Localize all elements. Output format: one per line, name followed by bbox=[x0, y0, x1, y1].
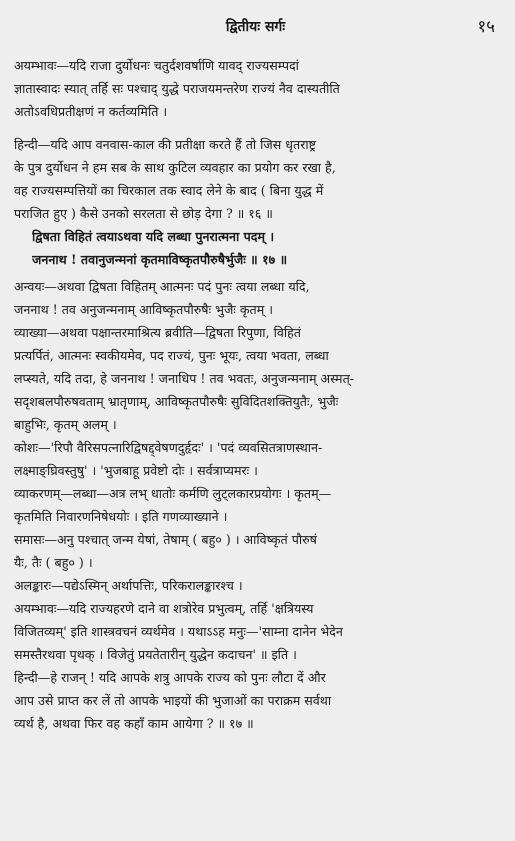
text-line: आप उसे प्राप्त कर लें तो आपके भाइयों की भुजाओं का पराक्रम सर्वथा bbox=[14, 693, 332, 708]
kosha-paragraph bbox=[14, 436, 497, 482]
chapter-title: द्वितीयः सर्गः bbox=[225, 19, 286, 35]
verse-line: द्विषता विहितं त्वयाऽथवा यदि लब्धा पुनरात्मना पदम् । bbox=[32, 229, 275, 244]
text-line: व्याख्या—अथवा पक्षान्तरमाश्रित्य ब्रवीति—द्विषता रिपुणा, विहितं bbox=[14, 325, 301, 340]
text-line: कृतमिति निवारणनिषेधयोः । इति गणव्याख्याने । bbox=[14, 509, 228, 524]
text-line: सदृशबलपौरुषवताम् भ्रातृणाम्, आविष्कृतपौरुषैः सुविदितशक्तियुतैः, भुजैः bbox=[14, 394, 339, 409]
samasa-paragraph bbox=[14, 528, 497, 574]
text-line: बाहुभिः, कृतम् अलम् । bbox=[14, 417, 117, 432]
text-line: के पुत्र दुर्योधन ने हम सब के साथ कुटिल व्यवहार का प्रयोग कर रखा है, bbox=[14, 160, 336, 175]
alankara-paragraph bbox=[14, 574, 497, 597]
page-number: १५ bbox=[477, 17, 495, 37]
hindi-paragraph bbox=[14, 133, 497, 225]
text-line: विजितव्यम्' इति शास्त्रवचनं व्यर्थमेव । यथाऽऽह मनुः—'साम्ना दानेन भेदेन bbox=[14, 624, 343, 639]
text-line: पराजित हुए ) कैसे उनको सरलता से छोड़ देगा ? ॥ १६ ॥ bbox=[14, 206, 273, 221]
text-line: अयम्भावः—यदि राजा दुर्योधनः चतुर्दशवर्षाणि यावद् राज्यसम्पदां bbox=[14, 58, 299, 73]
text-line: ज्ञातास्वादः स्यात् तर्हि सः पश्चाद् युद्धे पराजयमन्तरेण राज्यं नैव दास्यतीति bbox=[14, 81, 340, 96]
text-line: वह राज्यसम्पत्तियों का चिरकाल तक स्वाद लेने के बाद ( बिना युद्ध में bbox=[14, 183, 324, 198]
text-line: प्रत्यर्पितं, आत्मनः स्वकीयमेव, पद राज्यं, पुनः भूयः, त्वया भवता, लब्धा bbox=[14, 348, 329, 363]
text-line: समासः—अनु पश्चात् जन्म येषां, तेषाम् ( बहु० ) । आविष्कृतं पौरुषं bbox=[14, 532, 317, 547]
text-line: लक्ष्माङ्घ्रिवस्तुषु' । 'भुजबाहू प्रवेष्टो दोः । सर्वत्राप्यमरः । bbox=[14, 463, 258, 478]
verse-block bbox=[14, 225, 497, 271]
text-line: यैः, तैः ( बहु० ) । bbox=[14, 555, 93, 570]
text-line: अयम्भावः—यदि राज्यहरणे दाने वा शत्रोरेव प्रभुत्वम्, तर्हि 'क्षत्रियस्य bbox=[14, 601, 314, 616]
text-line: कोशः—'रिपौ वैरिसपत्नारिद्विषद्द्वेषणदुर्हृदः' । 'पदं व्यवसितत्राणस्थान- bbox=[14, 440, 323, 455]
text-line: अन्वयः—अथवा द्विषता विहितम् आत्मनः पदं पुनः त्वया लब्धा यदि, bbox=[14, 279, 310, 294]
vyakhya-paragraph bbox=[14, 321, 497, 436]
text-line: समस्तैरथवा पृथक् । विजेतुं प्रयतेतारीन् युद्धेन कदाचन' ॥ इति । bbox=[14, 647, 297, 662]
hindi-translation-paragraph bbox=[14, 666, 497, 735]
grammar-paragraph bbox=[14, 482, 497, 528]
text-line: व्यर्थ है, अथवा फिर वह कहाँ काम आयेगा ? ॥ १७ ॥ bbox=[14, 716, 254, 731]
text-line: लप्स्यते, यदि तदा, हे जननाथ ! जनाधिप ! तव भवतः, अनुजन्मनाम् अस्मत्- bbox=[14, 371, 355, 386]
text-line: अलङ्कारः—पद्येऽस्मिन् अर्थापत्तिः, परिकरालङ्कारश्च । bbox=[14, 578, 243, 593]
page-header bbox=[14, 14, 497, 40]
text-line: हिन्दी—हे राजन् ! यदि आपके शत्रु आपके राज्य को पुनः लौटा दें और bbox=[14, 670, 326, 685]
summary-paragraph bbox=[14, 54, 497, 123]
text-line: व्याकरणम्—लब्धा—अत्र लभ् धातोः कर्मणि लुट्लकारप्रयोगः । कृतम्— bbox=[14, 486, 332, 501]
text-line: हिन्दी—यदि आप वनवास-काल की प्रतीक्षा करते हैं तो जिस धृतराष्ट्र bbox=[14, 137, 316, 152]
meaning-paragraph bbox=[14, 597, 497, 666]
anvaya-paragraph bbox=[14, 275, 497, 321]
verse-line: जननाथ ! तवानुजन्मनां कृतमाविष्कृतपौरुषैर्भुजैः ॥ १७ ॥ bbox=[32, 252, 288, 267]
text-line: अतोऽवधिप्रतीक्षणं न कर्तव्यमिति । bbox=[14, 104, 168, 119]
text-line: जननाथ ! तव अनुजन्मनाम् आविष्कृतपौरुषैः भुजैः कृतम् । bbox=[14, 302, 274, 317]
